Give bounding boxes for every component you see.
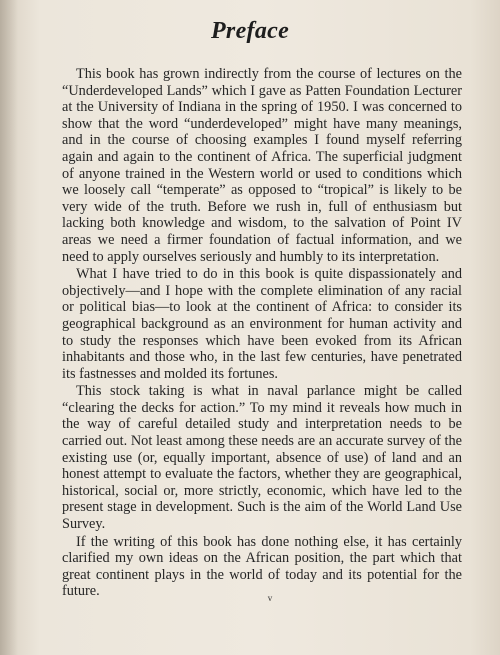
binding-shadow <box>0 0 18 655</box>
paragraph-3: This stock taking is what in naval parlance might be called “clearing the decks for action.” To my mind it reveals how much in the way of careful detailed study and interpretation needs to be carried out. Not least among these needs are an accurate survey of the existing use (or, equally important, absence of use) of land and an honest attempt to evaluate the factors, whether they are geographical, historical, social or, more strictly, economic, which have led to the present stage in development. Such is the aim of the World Land Use Survey. <box>62 383 462 533</box>
page-number: v <box>267 593 273 603</box>
page-title: Preface <box>210 18 290 44</box>
paragraph-2: What I have tried to do in this book is quite dispassionately and objectively—and I hope with the complete elimination of any racial or political bias—to look at the continent of Africa: to consider its geographical background as an environment for human activity and to study the responses which have been evoked from its African inhabitants and those who, in the last few centuries, have penetrated its fastnesses and molded its fortunes. <box>62 266 462 382</box>
paragraph-4: If the writing of this book has done nothing else, it has certainly clarified my own ideas on the African position, the part which that great continent plays in the world of today and its potential for the future. <box>62 533 462 600</box>
paragraph-1: This book has grown indirectly from the course of lectures on the “Underdeveloped Lands” which I gave as Patten Foundation Lecturer at the University of Indiana in the spring of 1950. I was concerned to show that the word “underdeveloped” might have many meanings, and in the course of choosing examples I found myself referring again and again to the continent of Africa. The superficial judgment of anyone trained in the Western world or used to conditions which we loosely call “temperate” as opposed to “tropical” is likely to be very wide of the truth. Before we rush in, full of enthusiasm but lacking both knowledge and wisdom, to the salvation of Point IV areas we need a firmer foundation of factual information, and we need to apply ourselves seriously and humbly to its interpretation. <box>62 66 462 265</box>
preface-body <box>62 66 462 601</box>
